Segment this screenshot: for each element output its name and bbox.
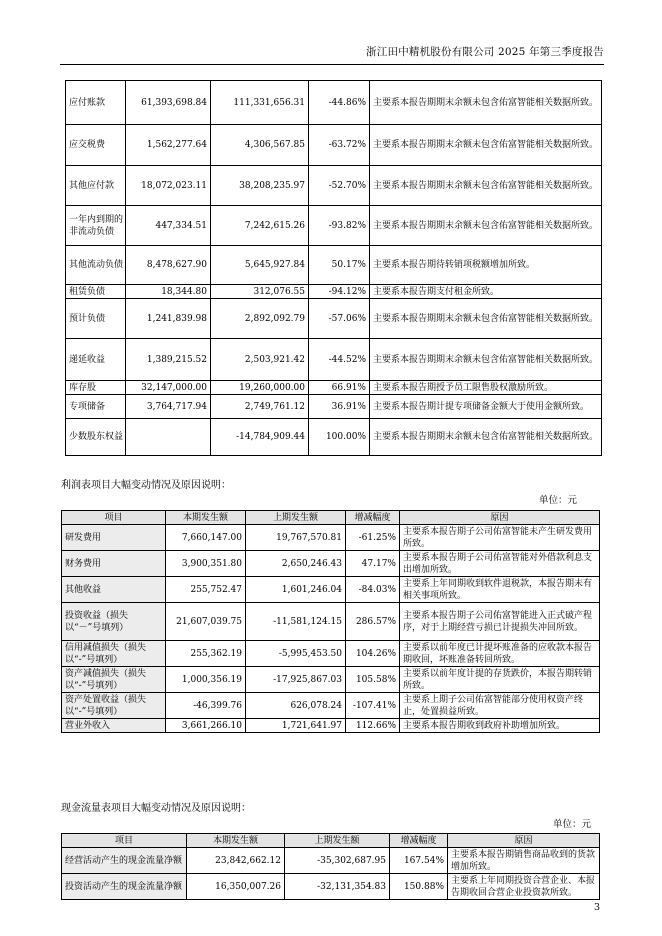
row-change-percent: 112.66% <box>346 719 400 733</box>
row-reason: 主要系本报告期期末余额未包含佑富智能相关数据所致。 <box>370 299 602 339</box>
row-reason: 主要系本报告期子公司佑富智能对外借款利息支出增加所致。 <box>400 551 600 577</box>
row-item-name: 财务费用 <box>62 551 166 577</box>
col-header-current: 本期发生额 <box>187 834 285 848</box>
table-row <box>66 285 602 299</box>
row-change-percent: 36.91% <box>309 395 370 419</box>
col-header-previous: 上期发生额 <box>285 834 390 848</box>
row-current-value: 21,607,039.75 <box>166 603 246 641</box>
row-current-value: 1,241,839.98 <box>126 299 211 339</box>
row-previous-value: -14,784,909.44 <box>211 419 309 456</box>
cashflow-unit-label: 单位：元 <box>553 819 592 830</box>
col-header-change: 增减幅度 <box>390 834 448 848</box>
col-header-item: 项目 <box>62 834 187 848</box>
row-item-name: 应交税费 <box>66 125 126 166</box>
row-reason: 主要系以前年度计提的存货跌价，本报告期转销所致。 <box>400 667 600 693</box>
row-change-percent: -63.72% <box>309 125 370 166</box>
row-reason: 主要系本报告期子公司佑富智能进入正式破产程序，对于上期经营亏损已计提损失冲回所致。 <box>400 603 600 641</box>
col-header-change: 增减幅度 <box>346 511 400 525</box>
row-item-name: 资产处置收益（损失以“-”号填列） <box>62 693 166 719</box>
table-row <box>66 81 602 125</box>
row-item-name: 资产减值损失（损失以“-”号填列） <box>62 667 166 693</box>
row-reason: 主要系本报告期期末余额未包含佑富智能相关数据所致。 <box>370 81 602 125</box>
row-previous-value: 1,721,641.97 <box>246 719 346 733</box>
row-change-percent: 50.17% <box>309 246 370 285</box>
row-item-name: 投资收益（损失以“－”号填列） <box>62 603 166 641</box>
row-change-percent: 100.00% <box>309 419 370 456</box>
col-header-previous: 上期发生额 <box>246 511 346 525</box>
row-reason: 主要系本报告期待转销项税额增加所致。 <box>370 246 602 285</box>
row-current-value: 18,072,023.11 <box>126 166 211 206</box>
row-reason: 主要系本报告期支付租金所致。 <box>370 285 602 299</box>
row-item-name: 递延收益 <box>66 339 126 381</box>
row-previous-value: 111,331,656.31 <box>211 81 309 125</box>
row-item-name: 预计负债 <box>66 299 126 339</box>
row-item-name: 经营活动产生的现金流量净额 <box>62 848 187 874</box>
row-current-value: 61,393,698.84 <box>126 81 211 125</box>
table-row <box>66 125 602 166</box>
row-current-value: 255,362.19 <box>166 641 246 667</box>
table-row <box>62 641 600 667</box>
row-current-value: 1,000,356.19 <box>166 667 246 693</box>
balance-sheet-change-table <box>65 80 602 456</box>
row-reason: 主要系本报告期期末余额未包含佑富智能相关数据所致。 <box>370 339 602 381</box>
col-header-reason: 原因 <box>400 511 600 525</box>
row-item-name: 专项储备 <box>66 395 126 419</box>
table-row <box>62 719 600 733</box>
row-current-value: -46,399.76 <box>166 693 246 719</box>
table-row <box>66 419 602 456</box>
table-row <box>62 874 600 900</box>
row-item-name: 研发费用 <box>62 525 166 551</box>
row-current-value: 7,660,147.00 <box>166 525 246 551</box>
row-previous-value: 2,749,761.12 <box>211 395 309 419</box>
report-header-title: 浙江田中精机股份有限公司 2025 年第三季度报告 <box>366 46 604 58</box>
row-item-name: 其他流动负债 <box>66 246 126 285</box>
row-reason: 主要系本报告期收到政府补助增加所致。 <box>400 719 600 733</box>
header-divider <box>60 64 604 65</box>
row-previous-value: 4,306,567.85 <box>211 125 309 166</box>
row-change-percent: -94.12% <box>309 285 370 299</box>
row-previous-value: -11,581,124.15 <box>246 603 346 641</box>
row-previous-value: 38,208,235.97 <box>211 166 309 206</box>
row-reason: 主要系上期子公司佑富智能部分使用权资产终止，处置损益所致。 <box>400 693 600 719</box>
row-reason: 主要系本报告期期末余额未包含佑富智能相关数据所致。 <box>370 419 602 456</box>
row-previous-value: 312,076.55 <box>211 285 309 299</box>
row-previous-value: 2,650,246.43 <box>246 551 346 577</box>
income-section-title: 利润表项目大幅变动情况及原因说明： <box>61 480 231 491</box>
table-row <box>66 299 602 339</box>
row-reason: 主要系本报告期期末余额未包含佑富智能相关数据所致。 <box>370 166 602 206</box>
row-current-value: 23,842,662.12 <box>187 848 285 874</box>
row-item-name: 信用减值损失（损失以“-”号填列） <box>62 641 166 667</box>
table-row <box>66 206 602 246</box>
row-change-percent: -44.86% <box>309 81 370 125</box>
row-reason: 主要系本报告期期末余额未包含佑富智能相关数据所致。 <box>370 125 602 166</box>
row-change-percent: 104.26% <box>346 641 400 667</box>
row-change-percent: -93.82% <box>309 206 370 246</box>
row-change-percent: 47.17% <box>346 551 400 577</box>
income-unit-label: 单位：元 <box>539 495 578 506</box>
row-item-name: 其他应付款 <box>66 166 126 206</box>
row-change-percent: -44.52% <box>309 339 370 381</box>
row-change-percent: 105.58% <box>346 667 400 693</box>
row-change-percent: -107.41% <box>346 693 400 719</box>
row-change-percent: -61.25% <box>346 525 400 551</box>
col-header-item: 项目 <box>62 511 166 525</box>
table-row <box>66 166 602 206</box>
row-current-value: 3,661,266.10 <box>166 719 246 733</box>
table-row <box>62 693 600 719</box>
row-reason: 主要系以前年度已计提坏账准备的应收款本报告期收回，坏账准备转回所致。 <box>400 641 600 667</box>
table-row <box>62 577 600 603</box>
row-change-percent: -52.70% <box>309 166 370 206</box>
col-header-reason: 原因 <box>448 834 600 848</box>
row-previous-value: -35,302,687.95 <box>285 848 390 874</box>
row-current-value <box>126 419 211 456</box>
table-row <box>62 667 600 693</box>
cashflow-section-title: 现金流量表项目大幅变动情况及原因说明： <box>61 803 251 814</box>
row-reason: 主要系本报告期销售商品收到的货款增加所致。 <box>448 848 600 874</box>
table-row <box>62 525 600 551</box>
row-item-name: 其他收益 <box>62 577 166 603</box>
row-item-name: 一年内到期的非流动负债 <box>66 206 126 246</box>
row-reason: 主要系本报告期计提专项储备金额大于使用金额所致。 <box>370 395 602 419</box>
row-previous-value: 626,078.24 <box>246 693 346 719</box>
row-previous-value: 7,242,615.26 <box>211 206 309 246</box>
row-reason: 主要系本报告期子公司佑富智能未产生研发费用所致。 <box>400 525 600 551</box>
table-row <box>66 381 602 395</box>
cashflow-change-table <box>61 833 600 900</box>
row-item-name: 应付账款 <box>66 81 126 125</box>
row-current-value: 32,147,000.00 <box>126 381 211 395</box>
row-change-percent: -84.03% <box>346 577 400 603</box>
row-current-value: 3,764,717.94 <box>126 395 211 419</box>
page-number: 3 <box>593 902 600 913</box>
row-change-percent: 286.57% <box>346 603 400 641</box>
row-previous-value: -5,995,453.50 <box>246 641 346 667</box>
row-item-name: 营业外收入 <box>62 719 166 733</box>
table-row <box>66 395 602 419</box>
row-previous-value: 2,503,921.42 <box>211 339 309 381</box>
row-change-percent: 66.91% <box>309 381 370 395</box>
row-previous-value: 5,645,927.84 <box>211 246 309 285</box>
table-row <box>62 848 600 874</box>
col-header-current: 本期发生额 <box>166 511 246 525</box>
table-row <box>66 339 602 381</box>
row-reason: 主要系本报告期授予员工限售股权激励所致。 <box>370 381 602 395</box>
row-current-value: 8,478,627.90 <box>126 246 211 285</box>
row-item-name: 租赁负债 <box>66 285 126 299</box>
row-previous-value: 19,767,570.81 <box>246 525 346 551</box>
row-previous-value: -17,925,867.03 <box>246 667 346 693</box>
row-previous-value: -32,131,354.83 <box>285 874 390 900</box>
row-current-value: 16,350,007.26 <box>187 874 285 900</box>
row-current-value: 1,562,277.64 <box>126 125 211 166</box>
row-item-name: 库存股 <box>66 381 126 395</box>
row-change-percent: -57.06% <box>309 299 370 339</box>
row-change-percent: 150.88% <box>390 874 448 900</box>
row-current-value: 18,344.80 <box>126 285 211 299</box>
table-row <box>66 246 602 285</box>
row-previous-value: 19,260,000.00 <box>211 381 309 395</box>
row-previous-value: 1,601,246.04 <box>246 577 346 603</box>
row-change-percent: 167.54% <box>390 848 448 874</box>
row-current-value: 1,389,215.52 <box>126 339 211 381</box>
row-reason: 主要系上年同期投资合营企业、本报告期收回合营企业投资款所致。 <box>448 874 600 900</box>
row-item-name: 少数股东权益 <box>66 419 126 456</box>
row-current-value: 255,752.47 <box>166 577 246 603</box>
row-item-name: 投资活动产生的现金流量净额 <box>62 874 187 900</box>
row-previous-value: 2,892,092.79 <box>211 299 309 339</box>
table-row <box>62 603 600 641</box>
table-row <box>62 551 600 577</box>
row-reason: 主要系上年同期收到软件退税款，本报告期未有相关事项所致。 <box>400 577 600 603</box>
row-current-value: 3,900,351.80 <box>166 551 246 577</box>
row-reason: 主要系本报告期期末余额未包含佑富智能相关数据所致。 <box>370 206 602 246</box>
row-current-value: 447,334.51 <box>126 206 211 246</box>
income-statement-change-table <box>61 510 600 733</box>
